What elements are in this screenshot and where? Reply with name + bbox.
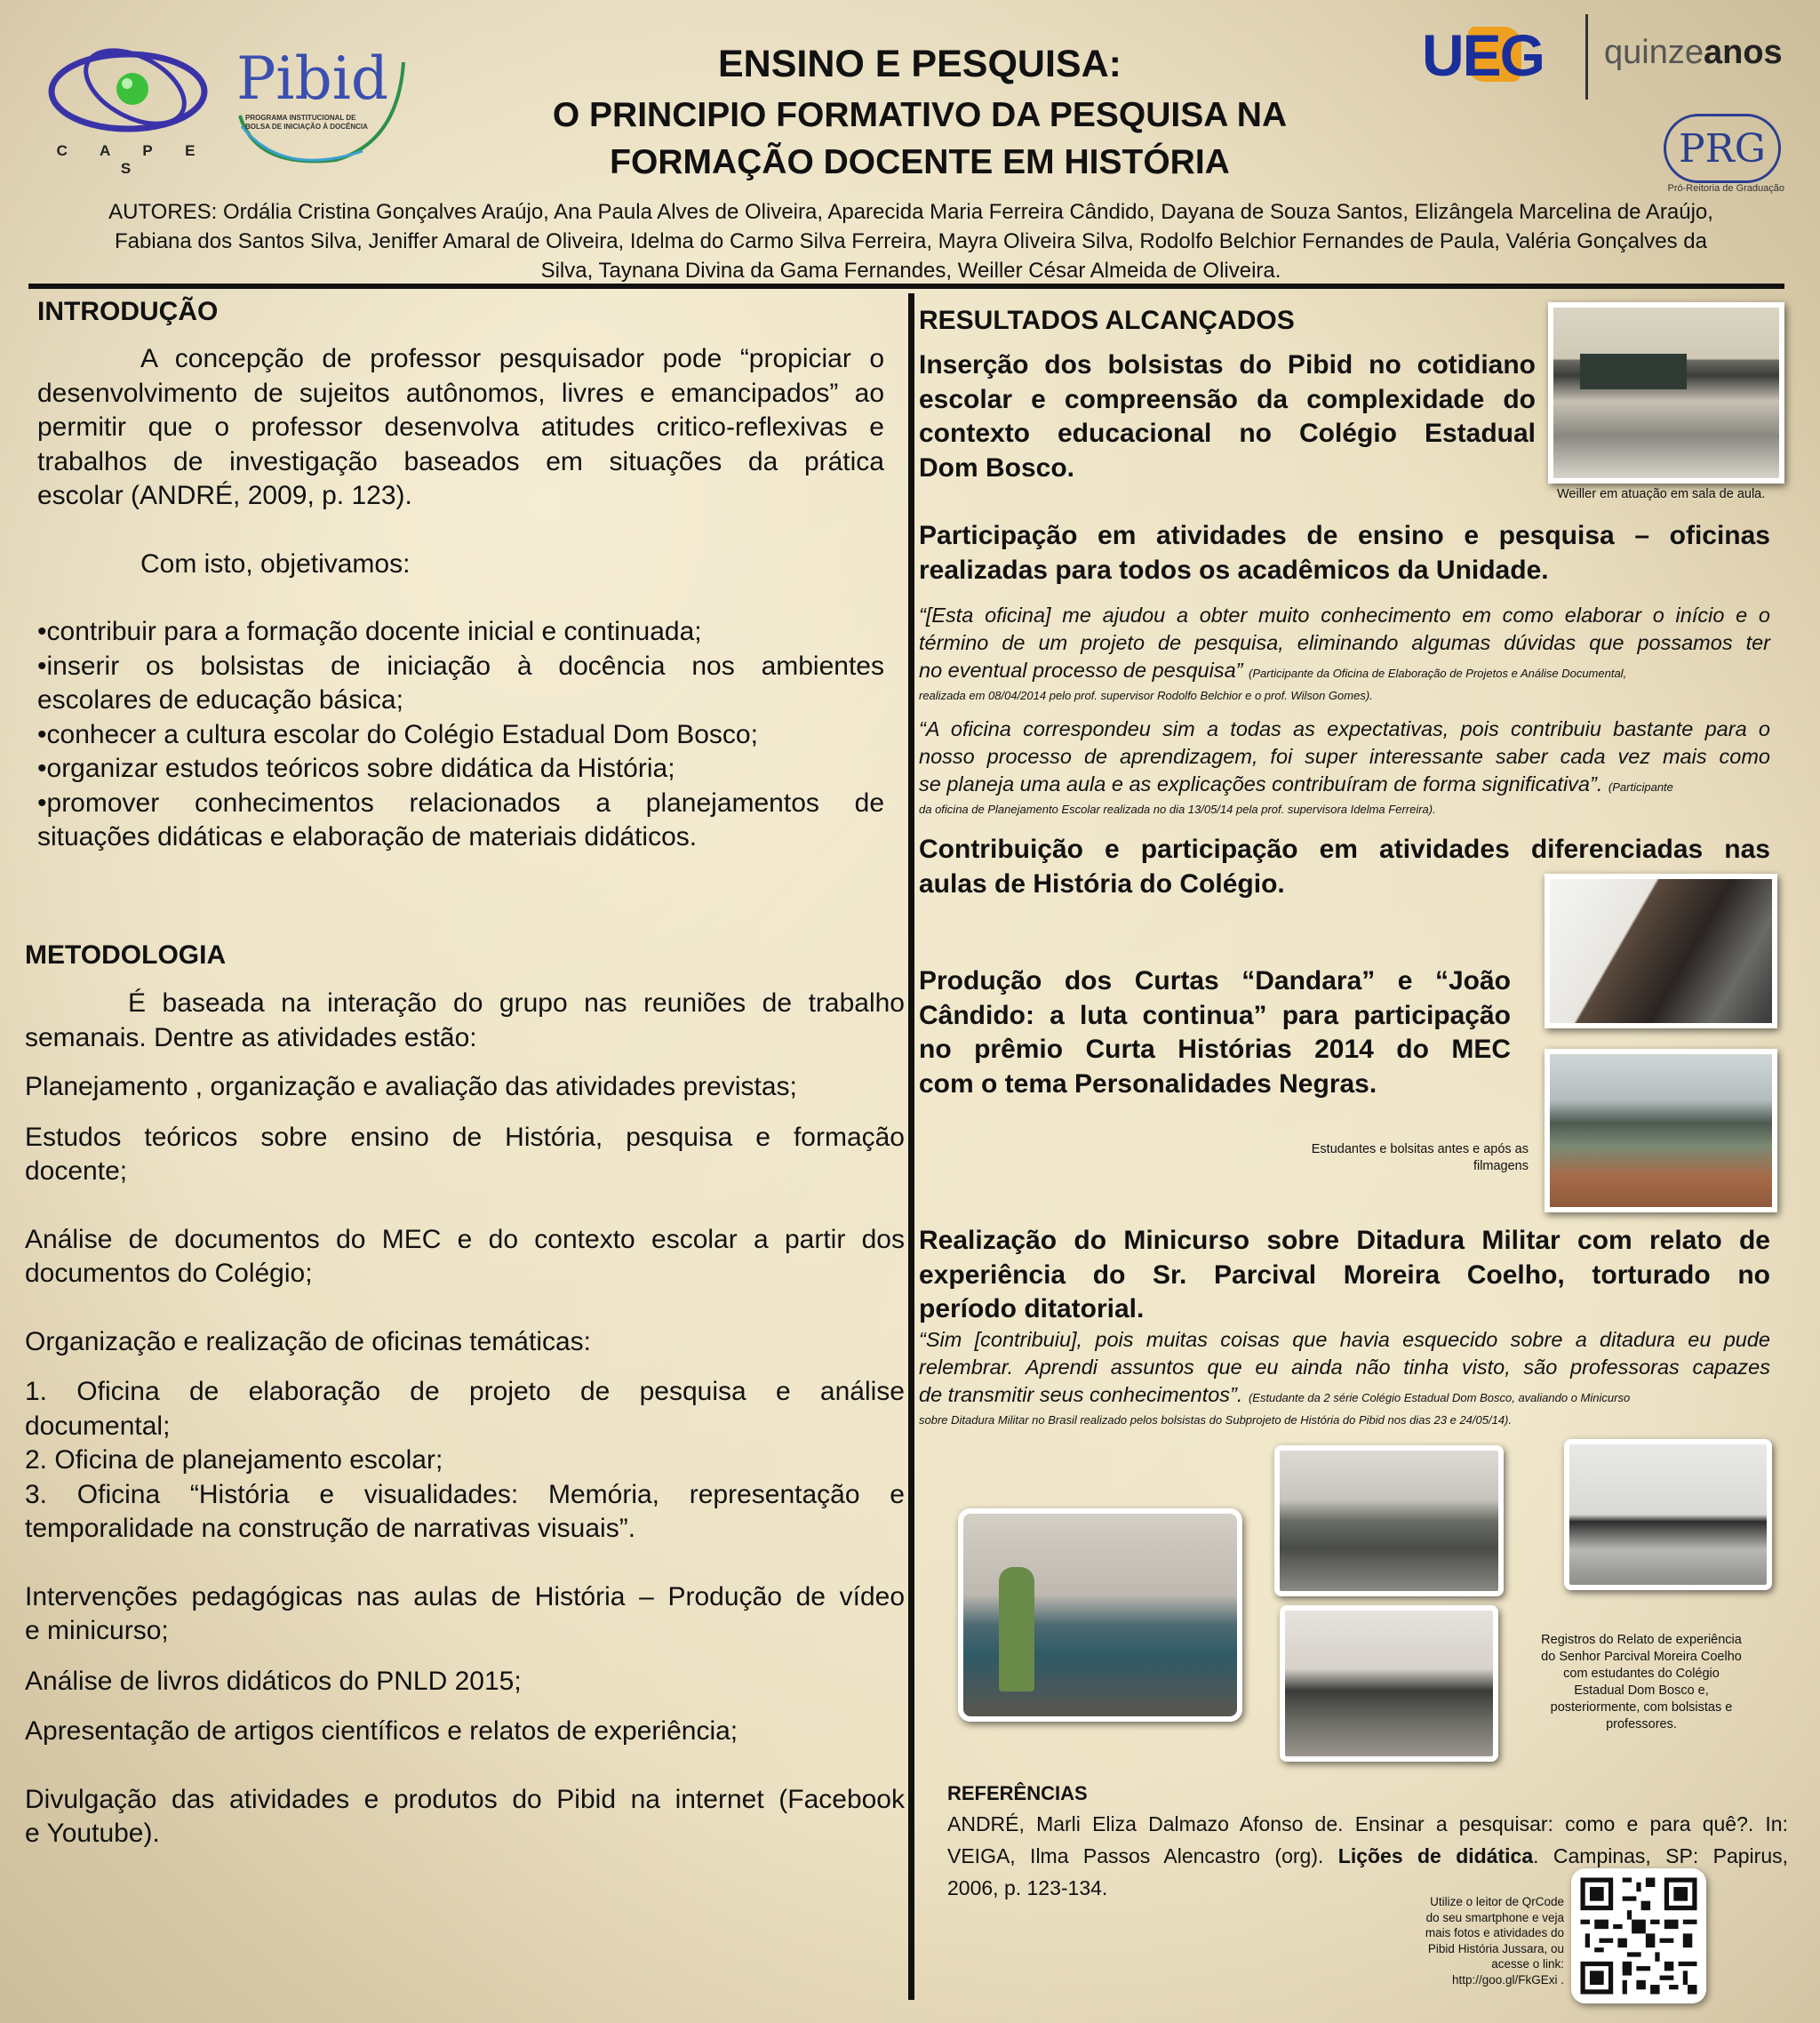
reference-publisher: . Campinas, SP: Papirus, <box>1533 1844 1788 1867</box>
collage-caption-line: do Senhor Parcival Moreira Coelho <box>1541 1650 1742 1664</box>
method-text: É baseada na interação do grupo nas reuniões de trabalho <box>128 988 905 1018</box>
logo-divider <box>1585 14 1588 100</box>
qr-text-line: Pibid História Jussara, ou <box>1427 1941 1564 1955</box>
result-5-text: Realização do Minicurso sobre Ditadura Militar com relato de <box>919 1226 1770 1255</box>
authors <box>36 197 1786 285</box>
workshop-item: documental; <box>25 1411 171 1441</box>
result-1-text: Dom Bosco. <box>919 452 1075 483</box>
authors-line: AUTORES: Ordália Cristina Gonçalves Araújo, Ana Paula Alves de Oliveira, Aparecida Maria Ferreira Cândido, Dayana de Souza Santos, Elizângela Marcelina de Araújo, <box>108 200 1713 224</box>
students-group-photo <box>1545 1049 1777 1212</box>
workshop-item: 1. Oficina de elaboração de projeto de pesquisa e análise <box>25 1377 905 1406</box>
quote-3-source: sobre Ditadura Militar no Brasil realizado pelos bolsistas do Subprojeto de História do Pibid nos dias 23 e 24/05/14). <box>919 1413 1512 1427</box>
qr-code[interactable] <box>1571 1868 1706 2003</box>
result-1 <box>919 348 1536 485</box>
poster-title: ENSINO E PESQUISA: <box>718 43 1122 85</box>
intro-heading: INTRODUÇÃO <box>37 297 219 326</box>
method-item: Análise de documentos do MEC e do contexto escolar a partir dos <box>25 1224 905 1254</box>
qr-code-icon <box>1571 1868 1706 2003</box>
reference-text <box>947 1840 1788 1872</box>
result-1-text: Inserção dos bolsistas do Pibid no cotidiano <box>919 350 1536 380</box>
reference-text: 2006, p. 123-134. <box>947 1876 1108 1899</box>
quote-3-text: “Sim [contribuiu], pois muitas coisas que havia esquecido sobre a ditadura eu pude <box>919 1328 1770 1351</box>
method-section <box>25 987 905 1851</box>
anos-word: anos <box>1703 34 1783 71</box>
poster-subtitle-1: O PRINCIPIO FORMATIVO DA PESQUISA NA <box>552 96 1288 134</box>
workshop-item: 3. Oficina “História e visualidades: Memória, representação e <box>25 1479 905 1509</box>
method-item: Estudos teóricos sobre ensino de História, pesquisa e formação <box>25 1122 905 1152</box>
prg-badge <box>1664 114 1781 183</box>
photo-caption-line: Estudantes e bolsitas antes e após as <box>1311 1142 1529 1156</box>
method-text: semanais. Dentre as atividades estão: <box>25 1022 477 1052</box>
capes-wordmark: C A P E S <box>56 142 210 177</box>
result-1-text: contexto educacional no Colégio Estadual <box>919 419 1536 448</box>
authors-line: Silva, Taynana Divina da Gama Fernandes, Weiller César Almeida de Oliveira. <box>540 259 1281 283</box>
prg-logo <box>1651 114 1784 196</box>
qr-text-line: do seu smartphone e veja <box>1425 1910 1564 1924</box>
method-item: Análise de livros didáticos do PNLD 2015; <box>25 1666 522 1696</box>
result-5-text: período ditatorial. <box>919 1294 1145 1323</box>
intro-text: escolar (ANDRÉ, 2009, p. 123). <box>37 481 412 510</box>
collage-caption <box>1530 1632 1752 1733</box>
collage-caption-line: com estudantes do Colégio <box>1563 1667 1720 1681</box>
result-4-text: Cândido: a luta continua” para participação <box>919 1000 1511 1030</box>
method-item: e Youtube). <box>25 1819 160 1848</box>
capes-orbit-icon <box>46 43 220 145</box>
objective-item: escolares de educação básica; <box>37 685 403 715</box>
photo-caption: Weiller em atuação em sala de aula. <box>1557 487 1766 501</box>
objective-item: •inserir os bolsistas de iniciação à docência nos ambientes <box>37 651 884 681</box>
quote-1-text: “[Esta oficina] me ajudou a obter muito conhecimento em como elaborar o início e o <box>919 604 1770 627</box>
reference-book-title: Lições de didática <box>1337 1844 1534 1867</box>
intro-text: permitir que o professor desenvolva atitudes critico-reflexivas e <box>37 412 884 442</box>
quote-2-text <box>919 771 1770 801</box>
result-2-text: realizadas para todos os acadêmicos da Unidade. <box>919 555 1549 585</box>
quote-1-end: no eventual processo de pesquisa” <box>919 659 1243 682</box>
qr-text-line: Utilize o leitor de QrCode <box>1430 1895 1564 1908</box>
quote-2 <box>919 716 1770 818</box>
quote-2-source: (Participante <box>1608 780 1673 794</box>
ueg-logo <box>1422 18 1582 89</box>
pibid-subtitle: PROGRAMA INSTITUCIONAL DE BOLSA DE INICIAÇÃO À DOCÊNCIA <box>245 114 368 131</box>
quote-3-text: relembrar. Aprendi assuntos que eu ainda não tinha visto, são professoras capazes <box>919 1355 1770 1379</box>
objective-item: •contribuir para a formação docente inicial e continuada; <box>37 617 702 646</box>
reference-text: ANDRÉ, Marli Eliza Dalmazo Afonso de. Ensinar a pesquisar: como e para quê?. In: <box>947 1812 1788 1835</box>
team-photo <box>1280 1605 1498 1762</box>
intro-objectives: Com isto, objetivamos: <box>140 548 411 579</box>
objective-item: situações didáticas e elaboração de materiais didáticos. <box>37 822 698 852</box>
result-4-text: no prêmio Curta Histórias 2014 do MEC <box>919 1035 1511 1064</box>
qr-text-line: mais fotos e atividades do <box>1425 1926 1564 1939</box>
quote-3-source: (Estudante da 2 série Colégio Estadual Dom Bosco, avaliando o Minicurso <box>1248 1391 1631 1404</box>
photo-caption <box>1280 1141 1529 1175</box>
quote-2-text: nosso processo de aprendizagem, foi super interessante saber cada vez mais como <box>919 745 1770 768</box>
blackboard-shape <box>1580 354 1687 389</box>
classroom-photo <box>1548 302 1784 484</box>
header-divider <box>28 284 1784 289</box>
result-3-text: Contribuição e participação em atividades diferenciadas nas <box>919 835 1770 864</box>
quote-2-source: da oficina de Planejamento Escolar realizada no dia 13/05/14 pela prof. supervisora Idelma Ferreira). <box>919 803 1436 816</box>
intro-text: trabalhos de investigação baseados em situações da prática <box>37 446 884 476</box>
prg-subtitle: Pró-Reitoria de Graduação <box>1667 183 1784 194</box>
results-heading: RESULTADOS ALCANÇADOS <box>919 306 1295 335</box>
objective-item: •conhecer a cultura escolar do Colégio Estadual Dom Bosco; <box>37 719 758 749</box>
result-5-text: experiência do Sr. Parcival Moreira Coelho, torturado no <box>919 1259 1770 1290</box>
method-item: Apresentação de artigos científicos e relatos de experiência; <box>25 1716 738 1746</box>
method-item: Organização e realização de oficinas temáticas: <box>25 1326 592 1356</box>
quote-1 <box>919 602 1770 704</box>
reference-editor: VEIGA, Ilma Passos Alencastro (org). <box>947 1844 1324 1867</box>
quote-1-text <box>919 657 1770 687</box>
method-item: Intervenções pedagógicas nas aulas de História – Produção de vídeo <box>25 1581 905 1611</box>
activity-photo <box>1545 874 1777 1028</box>
quote-1-source: (Participante da Oficina de Elaboração de Projetos e Análise Documental, <box>1249 667 1627 680</box>
intro-text: A concepção de professor pesquisador pode “propiciar o <box>140 344 884 373</box>
collage-caption-line: professores. <box>1606 1717 1677 1731</box>
quinze-word: quinze <box>1604 34 1704 71</box>
objective-item: •organizar estudos teóricos sobre didática da História; <box>37 754 675 783</box>
quote-3-end: de transmitir seus conhecimentos”. <box>919 1383 1243 1406</box>
result-4 <box>919 964 1511 1101</box>
objective-item: •promover conhecimentos relacionados a planejamentos de <box>37 788 884 818</box>
result-5 <box>919 1224 1770 1327</box>
speaker-figure <box>999 1567 1034 1691</box>
method-item: docente; <box>25 1156 128 1186</box>
photo-caption-line: filmagens <box>1473 1159 1529 1173</box>
result-4-text: com o tema Personalidades Negras. <box>919 1068 1377 1099</box>
quinze-anos-logo <box>1604 34 1783 72</box>
qr-instructions <box>1386 1894 1564 1987</box>
quote-3-text <box>919 1381 1770 1411</box>
intro-section <box>37 342 884 855</box>
quote-1-source: realizada em 08/04/2014 pelo prof. supervisor Rodolfo Belchior e o prof. Wilson Gomes). <box>919 689 1373 702</box>
references-heading: REFERÊNCIAS <box>947 1782 1088 1804</box>
intro-text: desenvolvimento de sujeitos autônomos, livres e emancipados” ao <box>37 378 884 408</box>
poster-subtitle-2: FORMAÇÃO DOCENTE EM HISTÓRIA <box>610 143 1230 181</box>
qr-link[interactable]: http://goo.gl/FkGExi . <box>1451 1972 1564 1987</box>
result-2 <box>919 519 1770 588</box>
guests-photo <box>1564 1439 1772 1590</box>
pibid-wordmark: Pibid <box>236 44 389 113</box>
prg-wordmark: PRG <box>1679 125 1766 172</box>
audience-photo <box>1274 1445 1504 1596</box>
workshop-item: 2. Oficina de planejamento escolar; <box>25 1445 443 1475</box>
result-1-text: escolar e compreensão da complexidade do <box>919 384 1536 414</box>
result-2-text: Participação em atividades de ensino e pesquisa – oficinas <box>919 521 1770 550</box>
speaker-photo <box>958 1508 1242 1722</box>
method-item: Divulgação das atividades e produtos do Pibid na internet (Facebook <box>25 1784 905 1814</box>
quote-2-end: se planeja uma aula e as explicações contribuíram de forma significativa”. <box>919 772 1603 796</box>
capes-logo <box>46 43 220 177</box>
method-item: Planejamento , organização e avaliação das atividades previstas; <box>25 1072 797 1101</box>
result-3-text: aulas de História do Colégio. <box>919 868 1285 899</box>
column-divider <box>908 293 914 2000</box>
collage-caption-line: Estadual Dom Bosco e, <box>1574 1683 1709 1698</box>
ueg-wordmark: UEG <box>1422 22 1545 88</box>
authors-line: Fabiana dos Santos Silva, Jeniffer Amaral de Oliveira, Idelma do Carmo Silva Ferreira, Mayra Oliveira Silva, Rodolfo Belchior Fernandes de Paula, Valéria Gonçalves da <box>115 229 1707 253</box>
collage-caption-line: Registros do Relato de experiência <box>1541 1633 1742 1647</box>
result-4-text: Produção dos Curtas “Dandara” e “João <box>919 966 1511 996</box>
method-item: documentos do Colégio; <box>25 1259 313 1288</box>
qr-text-line: acesse o link: <box>1491 1957 1564 1971</box>
workshop-item: temporalidade na construção de narrativas visuais”. <box>25 1514 636 1543</box>
pibid-logo <box>229 27 407 169</box>
method-heading: METODOLOGIA <box>25 940 227 970</box>
quote-1-text: término de um projeto de pesquisa, eliminando algumas dúvidas que possamos ter <box>919 631 1770 654</box>
collage-caption-line: posteriormente, com bolsistas e <box>1550 1700 1733 1715</box>
quote-2-text: “A oficina correspondeu sim a todas as expectativas, pois contribuiu bastante para o <box>919 717 1770 740</box>
method-item: e minicurso; <box>25 1616 169 1645</box>
quote-3 <box>919 1326 1770 1428</box>
